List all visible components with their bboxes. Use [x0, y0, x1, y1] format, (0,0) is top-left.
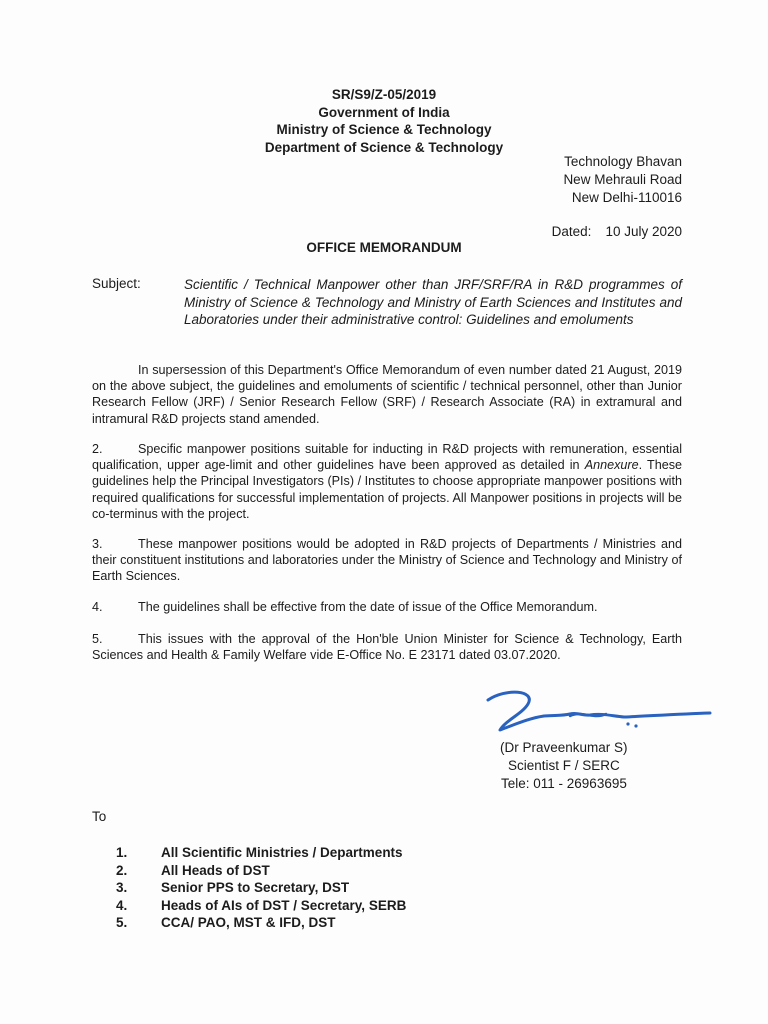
recipient: CCA/ PAO, MST & IFD, DST — [161, 915, 336, 930]
memo-title: OFFICE MEMORANDUM — [306, 240, 462, 255]
dated-line — [534, 224, 682, 239]
paragraph-1 — [92, 362, 682, 427]
list-item — [116, 862, 406, 880]
paragraph-4 — [92, 599, 682, 615]
paragraph-2 — [92, 441, 682, 522]
paragraph-5 — [92, 631, 682, 663]
department-name: Department of Science & Technology — [264, 139, 504, 155]
paragraph-number: 2. — [92, 442, 103, 456]
handwritten-signature — [478, 680, 718, 748]
list-number: 3. — [116, 880, 128, 895]
paragraph-3-text: These manpower positions would be adopted in R&D projects of Departments / Ministries and their constituent institutions and laboratories under the Ministry of Science and Technology and Ministry of Earth Sciences. — [92, 537, 682, 584]
paragraph-5-text: This issues with the approval of the Hon'ble Union Minister for Science & Technology, Earth Sciences and Health & Family Welfare vide E-Office No. E 23171 dated 03.07.2020. — [92, 632, 682, 663]
recipient: Heads of AIs of DST / Secretary, SERB — [161, 897, 407, 913]
list-item — [116, 897, 406, 915]
signatory-designation: Scientist F / SERC — [508, 758, 620, 773]
paragraph-number: 5. — [92, 632, 103, 646]
address-line: New Mehrauli Road — [563, 172, 682, 187]
subject-text: Scientific / Technical Manpower other than JRF/SRF/RA in R&D programmes of Ministry of Science & Technology and Ministry of Earth Sciences and Institutes and Laboratories under their administrative control: Guidelines and emoluments — [184, 277, 682, 327]
reference-number: SR/S9/Z-05/2019 — [331, 87, 437, 102]
address-line: Technology Bhavan — [564, 154, 682, 169]
subject-label: Subject: — [92, 276, 141, 291]
government-name: Government of India — [318, 104, 450, 120]
list-number: 5. — [116, 915, 128, 930]
signatory-block — [490, 739, 660, 793]
paragraph-4-text: The guidelines shall be effective from the date of issue of the Office Memorandum. — [138, 600, 598, 614]
list-number: 4. — [116, 897, 128, 913]
dated-value: 10 July 2020 — [605, 224, 682, 239]
paragraph-3 — [92, 536, 682, 585]
recipients-list — [116, 844, 406, 932]
ministry-name: Ministry of Science & Technology — [276, 122, 492, 137]
signatory-name: (Dr Praveenkumar S) — [500, 740, 628, 755]
paragraph-2-text-cont: . These guidelines help the Principal Investigators (PIs) / Institutes to choose appropriate manpower positions with required qualifications for successful implementation of projects. All Manpower positions in projects will be co-terminus with the project. — [92, 458, 682, 521]
list-item — [116, 844, 406, 862]
office-address — [540, 153, 682, 207]
dated-label: Dated: — [551, 224, 592, 239]
list-item — [116, 879, 406, 897]
paragraph-1-text: In supersession of this Department's Office Memorandum of even number dated 21 August, 2019 on the above subject, the guidelines and emoluments of scientific / technical personnel, other than Junior Research Fellow (JRF) / Senior Research Fellow (SRF) / Research Associate (RA) in extramural and intramural R&D projects stand amended. — [92, 363, 682, 426]
list-number: 2. — [116, 862, 128, 878]
to-label: To — [92, 809, 107, 824]
recipient: All Heads of DST — [161, 862, 270, 878]
recipient: Senior PPS to Secretary, DST — [161, 880, 350, 895]
paragraph-number: 3. — [92, 537, 103, 551]
address-line: New Delhi-110016 — [571, 190, 682, 205]
paragraph-number: 4. — [92, 600, 103, 614]
letterhead — [0, 86, 768, 156]
signatory-phone: Tele: 011 - 26963695 — [501, 776, 627, 791]
annexure-reference: Annexure — [584, 458, 639, 473]
list-number: 1. — [116, 845, 128, 860]
paragraph-2-text: Specific manpower positions suitable for inducting in R&D projects with remuneration, essential qualification, upper age-limit and other guidelines have been approved as detailed in — [92, 442, 682, 473]
recipient: All Scientific Ministries / Departments — [161, 845, 403, 860]
list-item — [116, 914, 406, 932]
